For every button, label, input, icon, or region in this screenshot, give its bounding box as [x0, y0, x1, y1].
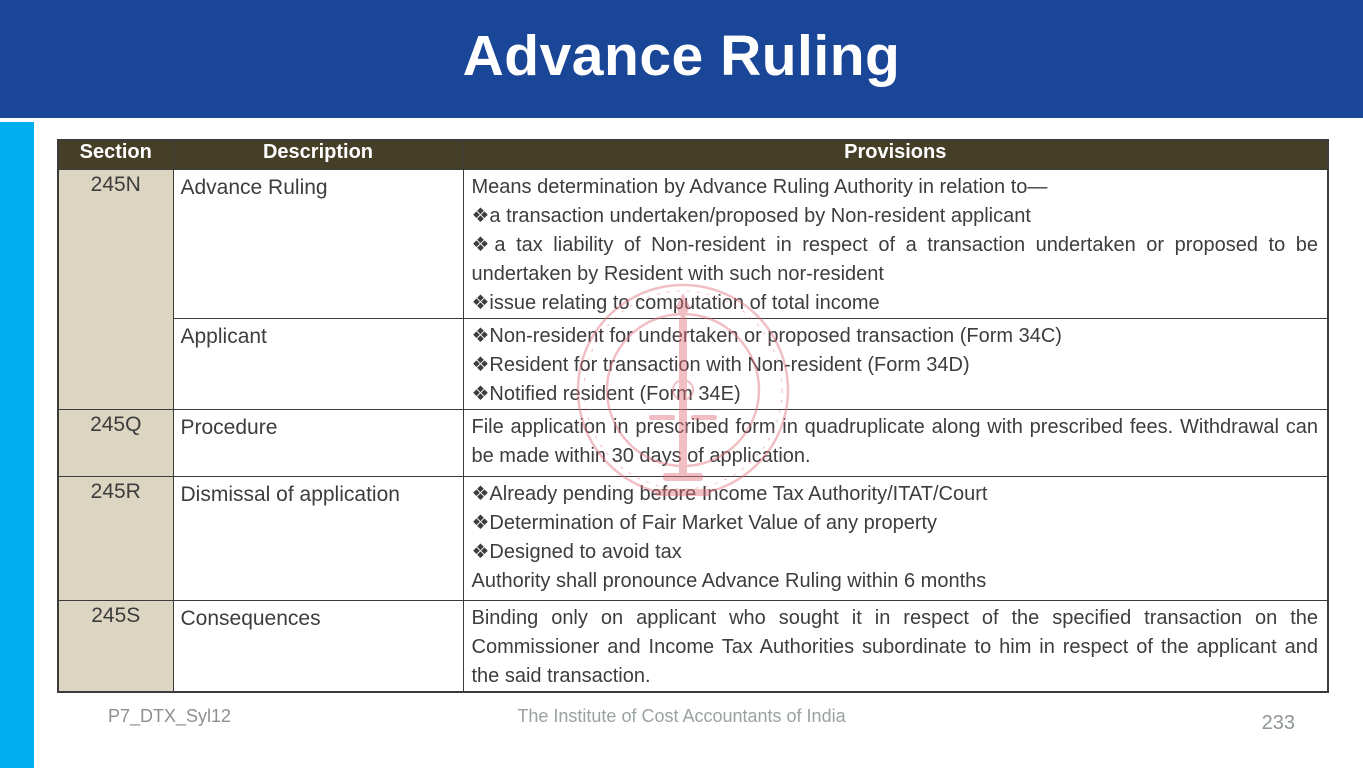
provisions-line: ❖Designed to avoid tax — [471, 541, 682, 563]
description-cell — [173, 410, 463, 477]
description-cell — [173, 477, 463, 601]
provisions-cell — [463, 601, 1328, 693]
left-accent-bar — [0, 122, 34, 768]
footer-institute-name: The Institute of Cost Accountants of India — [517, 706, 846, 726]
table-row-245s-consequences — [58, 601, 1328, 693]
table-row-245n-advance-ruling — [58, 170, 1328, 319]
footer-document-code: P7_DTX_Syl12 — [108, 706, 232, 726]
provisions-line: Means determination by Advance Ruling Authority in relation to— — [471, 176, 1048, 198]
description-cell — [173, 601, 463, 693]
provisions-line: ❖a transaction undertaken/proposed by Non-resident applicant — [471, 205, 1031, 227]
provisions-line: ❖issue relating to computation of total income — [471, 292, 880, 314]
description-text: Dismissal of application — [180, 483, 400, 506]
provisions-table — [57, 139, 1329, 693]
description-text: Applicant — [180, 325, 267, 348]
provisions-line: ❖Determination of Fair Market Value of any property — [471, 512, 938, 534]
provisions-line: ❖Non-resident for undertaken or proposed transaction (Form 34C) — [471, 325, 1062, 347]
table-row-245n-applicant — [58, 319, 1328, 410]
column-header-section: Section — [58, 140, 173, 170]
table-row-245q-procedure — [58, 410, 1328, 477]
description-cell — [173, 319, 463, 410]
table-row-245r-dismissal — [58, 477, 1328, 601]
provisions-line: Binding only on applicant who sought it in respect of the specified transaction on the Commissioner and Income Tax Authorities subordinate to him in respect of the applicant and the said transaction. — [471, 607, 1318, 687]
provisions-line: ❖Notified resident (Form 34E) — [471, 383, 741, 405]
table-header-row — [58, 140, 1328, 170]
provisions-cell — [463, 319, 1328, 410]
provisions-cell — [463, 170, 1328, 319]
section-cell-245r: 245R — [58, 477, 173, 601]
provisions-line: ❖a tax liability of Non-resident in respect of a transaction undertaken or proposed to be undertaken by Resident with such nor-resident — [471, 234, 1318, 285]
description-cell — [173, 170, 463, 319]
description-text: Consequences — [180, 607, 321, 630]
provisions-line: Authority shall pronounce Advance Ruling within 6 months — [471, 570, 987, 592]
section-cell-245q: 245Q — [58, 410, 173, 477]
provisions-cell — [463, 477, 1328, 601]
title-banner — [0, 0, 1363, 118]
provisions-line: File application in prescribed form in quadruplicate along with prescribed fees. Withdrawal can be made within 30 days of application. — [471, 416, 1318, 467]
description-text: Procedure — [180, 416, 278, 439]
provisions-line: ❖Resident for transaction with Non-resident (Form 34D) — [471, 354, 970, 376]
column-header-provisions: Provisions — [463, 140, 1328, 170]
column-header-description: Description — [173, 140, 463, 170]
section-cell-245n: 245N — [58, 170, 173, 410]
section-cell-245s: 245S — [58, 601, 173, 693]
provisions-cell — [463, 410, 1328, 477]
page-number: 233 — [1261, 712, 1295, 734]
description-text: Advance Ruling — [180, 176, 328, 199]
provisions-line: ❖Already pending before Income Tax Authority/ITAT/Court — [471, 483, 988, 505]
page-title: Advance Ruling — [462, 24, 901, 88]
